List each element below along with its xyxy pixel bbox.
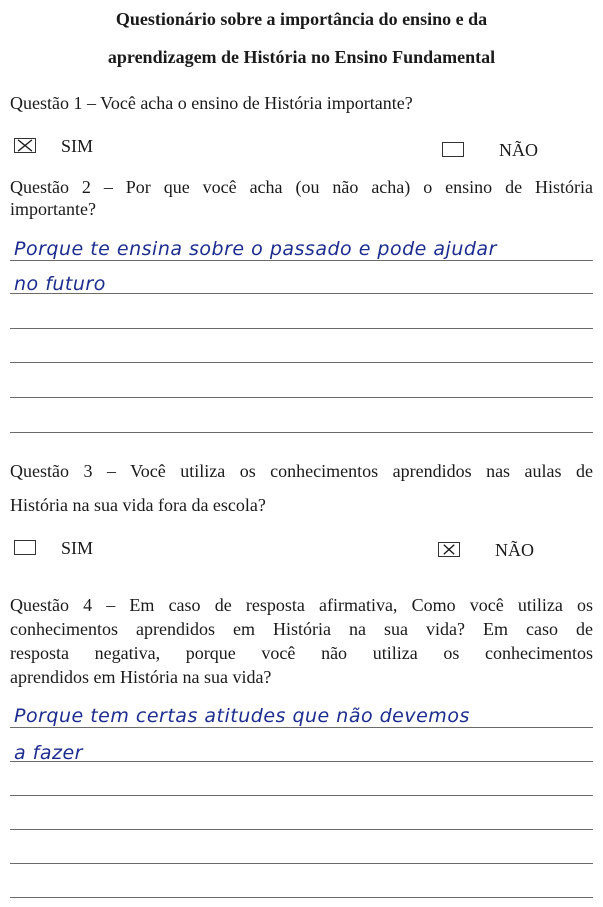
question-3-text-line-2: História na sua vida fora da escola? xyxy=(10,495,266,515)
q3-no-checkbox[interactable] xyxy=(438,542,460,557)
checked-x-icon xyxy=(439,543,459,556)
question-4-text-line-1: Questão 4 – Em caso de resposta afirmativa, Como você utiliza os xyxy=(10,595,593,615)
question-4-text-line-2: conhecimentos aprendidos em História na sua vida? Em caso de xyxy=(10,619,593,639)
q3-yes-checkbox[interactable] xyxy=(14,540,36,555)
question-4-text-line-3: resposta negativa, porque você não utiliza os conhecimentos xyxy=(10,643,593,663)
answer-line xyxy=(10,293,593,294)
q1-yes-checkbox[interactable] xyxy=(14,138,36,153)
q1-no-label: NÃO xyxy=(499,140,538,160)
checked-x-icon xyxy=(15,139,35,152)
answer-line xyxy=(10,727,593,728)
answer-line xyxy=(10,362,593,363)
q4-handwritten-answer-line-2: a fazer xyxy=(14,742,83,764)
question-1-text: Questão 1 – Você acha o ensino de História importante? xyxy=(10,93,413,113)
q3-no-label: NÃO xyxy=(495,540,534,560)
answer-line xyxy=(10,328,593,329)
answer-line xyxy=(10,260,593,261)
question-4-text-line-4: aprendidos em História na sua vida? xyxy=(10,667,272,687)
q2-handwritten-answer-line-1: Porque te ensina sobre o passado e pode ajudar xyxy=(14,238,497,260)
answer-line xyxy=(10,432,593,433)
q1-yes-label: SIM xyxy=(61,136,94,156)
answer-line xyxy=(10,761,593,762)
q2-handwritten-answer-line-2: no futuro xyxy=(14,273,106,295)
question-2-text-line-1: Questão 2 – Por que você acha (ou não acha) o ensino de História xyxy=(10,177,593,197)
answer-line xyxy=(10,897,593,898)
q3-yes-label: SIM xyxy=(61,538,94,558)
answer-line xyxy=(10,795,593,796)
form-title-line-1: Questionário sobre a importância do ensino e da xyxy=(115,9,488,29)
answer-line xyxy=(10,863,593,864)
answer-line xyxy=(10,829,593,830)
q4-handwritten-answer-line-1: Porque tem certas atitudes que não devemos xyxy=(14,705,470,727)
answer-line xyxy=(10,397,593,398)
q1-no-checkbox[interactable] xyxy=(442,142,464,157)
form-title-line-2: aprendizagem de História no Ensino Fundamental xyxy=(107,47,496,67)
question-2-text-line-2: importante? xyxy=(10,199,96,219)
question-3-text-line-1: Questão 3 – Você utiliza os conhecimentos aprendidos nas aulas de xyxy=(10,461,593,481)
